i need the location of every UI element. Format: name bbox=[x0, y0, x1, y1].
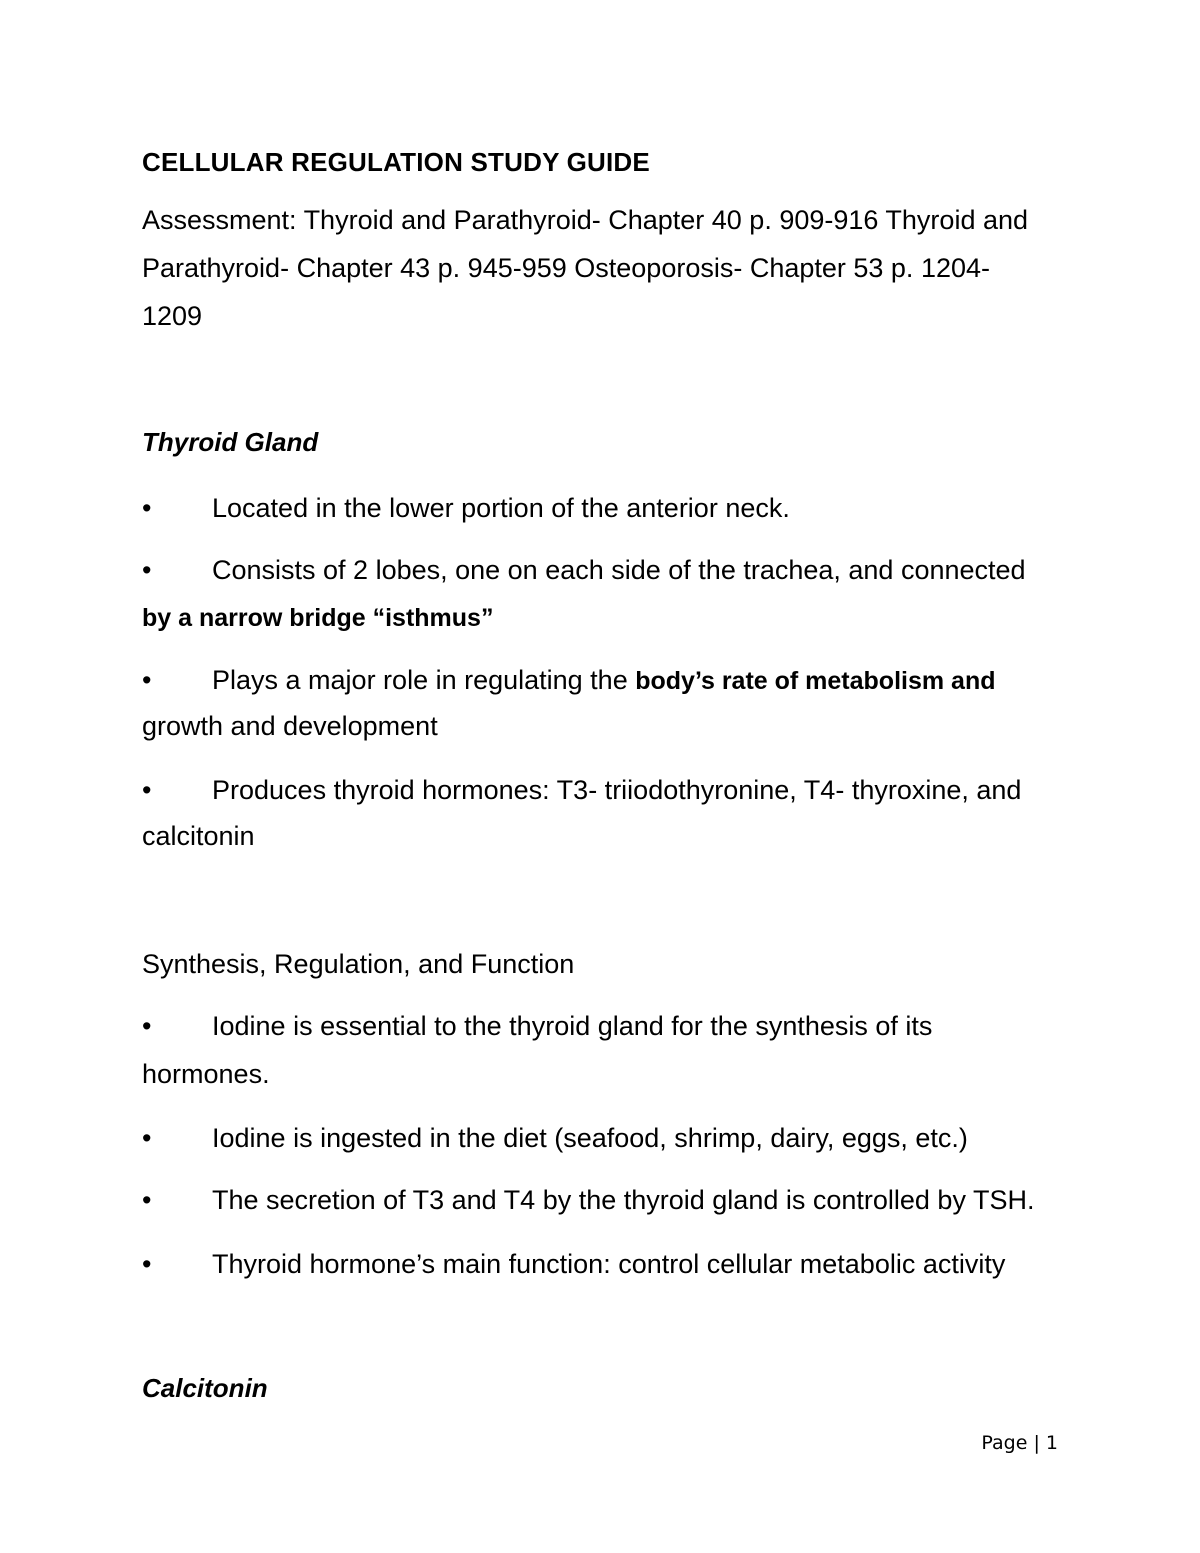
assessment-line-1: Assessment: Thyroid and Parathyroid- Chapter 40 p. 909-916 Thyroid and bbox=[142, 205, 1029, 235]
bullet-continuation-bold: by a narrow bridge “isthmus” bbox=[142, 604, 494, 632]
bullet-text: Thyroid hormone’s main function: control cellular metabolic activity bbox=[212, 1249, 1006, 1279]
document-title: CELLULAR REGULATION STUDY GUIDE bbox=[142, 147, 650, 177]
section-heading-thyroid-gland: Thyroid Gland bbox=[142, 427, 319, 457]
bullet-text: Iodine is ingested in the diet (seafood, shrimp, dairy, eggs, etc.) bbox=[212, 1123, 968, 1153]
assessment-line-2: Parathyroid- Chapter 43 p. 945-959 Osteoporosis- Chapter 53 p. 1204- bbox=[142, 253, 990, 283]
bullet-text: Consists of 2 lobes, one on each side of the trachea, and connected bbox=[212, 555, 1026, 585]
bullet-text-mixed bbox=[212, 656, 996, 705]
bullet-marker: • bbox=[142, 1011, 152, 1041]
bullet-text: Produces thyroid hormones: T3- triiodothyronine, T4- thyroxine, and bbox=[212, 775, 1022, 805]
bullet-text-plain: Plays a major role in regulating the bbox=[212, 665, 636, 695]
bullet-continuation: hormones. bbox=[142, 1059, 270, 1089]
bullet-marker: • bbox=[142, 493, 152, 523]
bullet-marker: • bbox=[142, 1123, 152, 1153]
bullet-marker: • bbox=[142, 775, 152, 805]
bullet-marker: • bbox=[142, 665, 152, 695]
bullet-text: Iodine is essential to the thyroid gland for the synthesis of its bbox=[212, 1011, 933, 1041]
bullet-marker: • bbox=[142, 555, 152, 585]
bullet-text: The secretion of T3 and T4 by the thyroid gland is controlled by TSH. bbox=[212, 1185, 1035, 1215]
section-heading-calcitonin: Calcitonin bbox=[142, 1373, 268, 1403]
bullet-continuation: calcitonin bbox=[142, 821, 255, 851]
bullet-text: Located in the lower portion of the anterior neck. bbox=[212, 493, 790, 523]
bullet-marker: • bbox=[142, 1185, 152, 1215]
bullet-marker: • bbox=[142, 1249, 152, 1279]
bullet-text-bold: body’s rate of metabolism and bbox=[635, 667, 996, 695]
section-heading-synthesis: Synthesis, Regulation, and Function bbox=[142, 949, 575, 979]
assessment-line-3: 1209 bbox=[142, 301, 203, 331]
page-number-footer: Page | 1 bbox=[981, 1432, 1058, 1454]
bullet-continuation: growth and development bbox=[142, 711, 438, 741]
